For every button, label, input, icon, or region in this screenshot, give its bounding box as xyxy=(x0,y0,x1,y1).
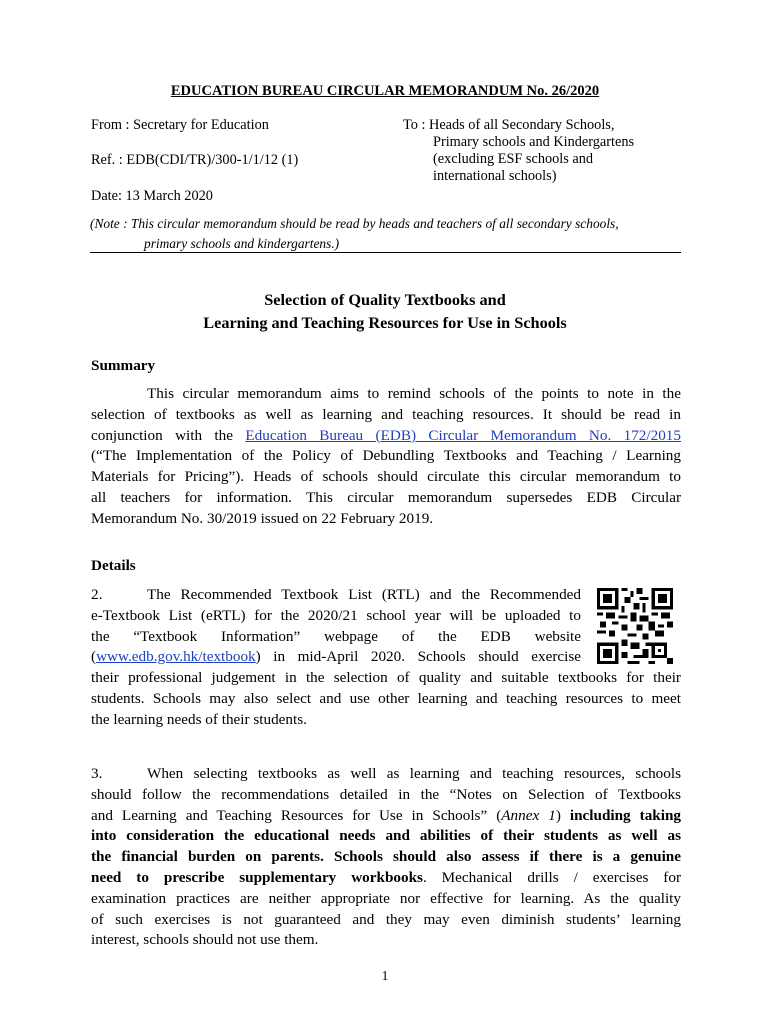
paragraph-2-top xyxy=(91,585,581,668)
para-line: and Learning and Teaching Resources for Use in Schools” (Annex 1) including taking xyxy=(91,806,681,824)
para-line: of such exercises is not guaranteed and they may even diminish students’ learning xyxy=(91,910,681,928)
summary-paragraph xyxy=(91,384,681,530)
summary-line: (“The Implementation of the Policy of Debundling Textbooks and Teaching / Learning xyxy=(91,447,681,465)
paragraph-3 xyxy=(91,764,681,951)
to-line-3: (excluding ESF schools and xyxy=(433,151,594,167)
note-line-1: (Note : This circular memorandum should be read by heads and teachers of all secondary schools, xyxy=(90,216,619,231)
page-number: 1 xyxy=(381,968,389,983)
ref-line: Ref. : EDB(CDI/TR)/300-1/1/12 (1) xyxy=(91,152,299,168)
para-line: their professional judgement in the selection of quality and suitable textbooks for their xyxy=(91,669,681,686)
to-line-2: Primary schools and Kindergartens xyxy=(433,134,635,150)
edb-textbook-link[interactable]: www.edb.gov.hk/textbook xyxy=(96,648,256,666)
summary-line: Materials for Pricing”). Heads of schools should circulate this circular memorandum to xyxy=(91,468,681,486)
date-line: Date: 13 March 2020 xyxy=(91,188,213,204)
summary-line: selection of textbooks as well as learning and teaching resources. It should be read in xyxy=(91,405,681,423)
para-line: into consideration the educational needs and abilities of their students as well as xyxy=(91,827,681,845)
from-line: From : Secretary for Education xyxy=(91,117,269,133)
para-line: need to prescribe supplementary workbooks. Mechanical drills / exercises for xyxy=(91,868,681,886)
memo-title: EDUCATION BUREAU CIRCULAR MEMORANDUM No. 26/2020 xyxy=(170,83,600,99)
para-line: should follow the recommendations detailed in the “Notes on Selection of Textbooks xyxy=(91,785,681,803)
para-line: 2. The Recommended Textbook List (RTL) and the Recommended xyxy=(91,586,581,603)
to-line-4: international schools) xyxy=(433,168,557,184)
summary-line: This circular memorandum aims to remind schools of the points to note in the xyxy=(147,385,681,402)
para-line: examination practices are neither appropriate nor effective for learning. As the quality xyxy=(91,889,681,907)
note xyxy=(90,214,690,254)
para-line: the learning needs of their students. xyxy=(91,710,307,728)
para-line: interest, schools should not use them. xyxy=(91,931,319,949)
para-line: (www.edb.gov.hk/textbook) in mid-April 2020. Schools should exercise xyxy=(91,648,581,666)
paragraph-2-bottom xyxy=(91,668,681,730)
document-title-line-1: Selection of Quality Textbooks and xyxy=(264,290,506,309)
summary-line: Memorandum No. 30/2019 issued on 22 February 2019. xyxy=(91,509,434,527)
summary-line: conjunction with the Education Bureau (EDB) Circular Memorandum No. 172/2015 xyxy=(91,426,681,444)
para-line: the financial burden on parents. Schools should also assess if there is a genuine xyxy=(91,848,681,866)
details-heading: Details xyxy=(91,557,136,574)
summary-heading: Summary xyxy=(91,357,156,374)
edb-circular-172-2015-link[interactable]: Education Bureau (EDB) Circular Memorandum No. 172/2015 xyxy=(245,426,681,444)
para-line: 3. When selecting textbooks as well as learning and teaching resources, schools xyxy=(91,765,681,782)
para-line: e-Textbook List (eRTL) for the 2020/21 school year will be uploaded to xyxy=(91,606,581,624)
qr-code-icon[interactable] xyxy=(596,588,674,664)
document-title-line-2: Learning and Teaching Resources for Use in Schools xyxy=(203,313,567,332)
para-line: students. Schools may also select and use other learning and teaching resources to meet xyxy=(91,689,681,707)
header-divider xyxy=(90,252,681,253)
note-line-2: primary schools and kindergartens.) xyxy=(144,236,340,251)
para-line: the “Textbook Information” webpage of the EDB website xyxy=(91,627,581,645)
to-line-1: To : Heads of all Secondary Schools, xyxy=(403,117,615,133)
summary-line: all teachers for information. This circular memorandum supersedes EDB Circular xyxy=(91,488,681,506)
